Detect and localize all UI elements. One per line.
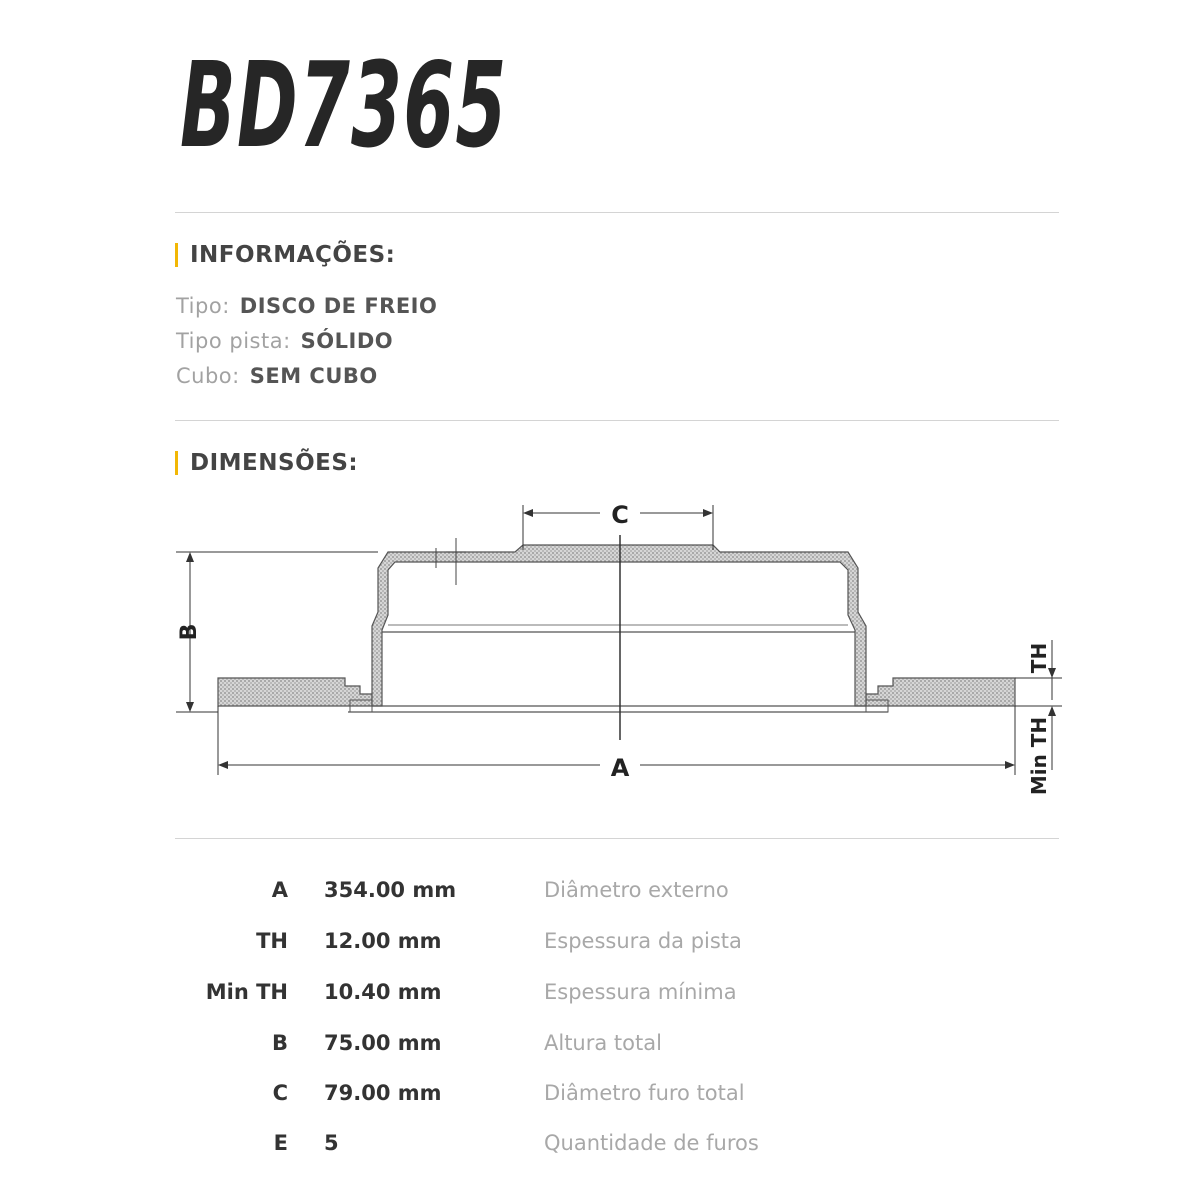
info-label: Tipo: (176, 294, 230, 318)
info-label: Tipo pista: (176, 329, 291, 353)
dimension-code: A (271, 878, 288, 902)
dimension-code: B (271, 1031, 288, 1055)
info-value: SÓLIDO (300, 329, 394, 353)
label-a: A (610, 754, 630, 782)
dimension-description: Diâmetro furo total (544, 1081, 745, 1105)
dimension-row (0, 980, 1200, 1020)
dimension-description: Altura total (544, 1031, 662, 1055)
product-code-title: BD7365 (180, 36, 508, 174)
label-th: TH (1027, 642, 1051, 674)
info-label: Cubo: (176, 364, 240, 388)
dimensions-heading-label: DIMENSÕES: (190, 450, 359, 476)
label-c: C (611, 501, 629, 529)
dimension-description: Espessura mínima (544, 980, 737, 1004)
dimension-value: 354.00 mm (324, 878, 457, 902)
disc-ring-left (218, 678, 372, 706)
dimension-row (0, 1131, 1200, 1171)
dimension-value: 79.00 mm (324, 1081, 442, 1105)
dimension-value: 5 (324, 1131, 339, 1155)
info-value: DISCO DE FREIO (239, 294, 438, 318)
dimension-description: Espessura da pista (544, 929, 742, 953)
dimension-code: Min TH (205, 980, 288, 1004)
dimension-value: 10.40 mm (324, 980, 442, 1004)
dimension-row (0, 878, 1200, 918)
info-heading-label: INFORMAÇÕES: (190, 242, 396, 268)
label-b: B (177, 623, 202, 641)
dimension-code: C (272, 1081, 288, 1105)
dimension-description: Diâmetro externo (544, 878, 729, 902)
dimension-code: TH (256, 929, 288, 953)
dimension-value: 75.00 mm (324, 1031, 442, 1055)
label-min-th: Min TH (1027, 716, 1051, 796)
info-value: SEM CUBO (249, 364, 378, 388)
divider (175, 838, 1059, 839)
dimension-code: E (273, 1131, 288, 1155)
dimension-description: Quantidade de furos (544, 1131, 759, 1155)
dimension-row (0, 1031, 1200, 1071)
dimension-value: 12.00 mm (324, 929, 442, 953)
dimension-row (0, 929, 1200, 969)
dimension-row (0, 1081, 1200, 1121)
